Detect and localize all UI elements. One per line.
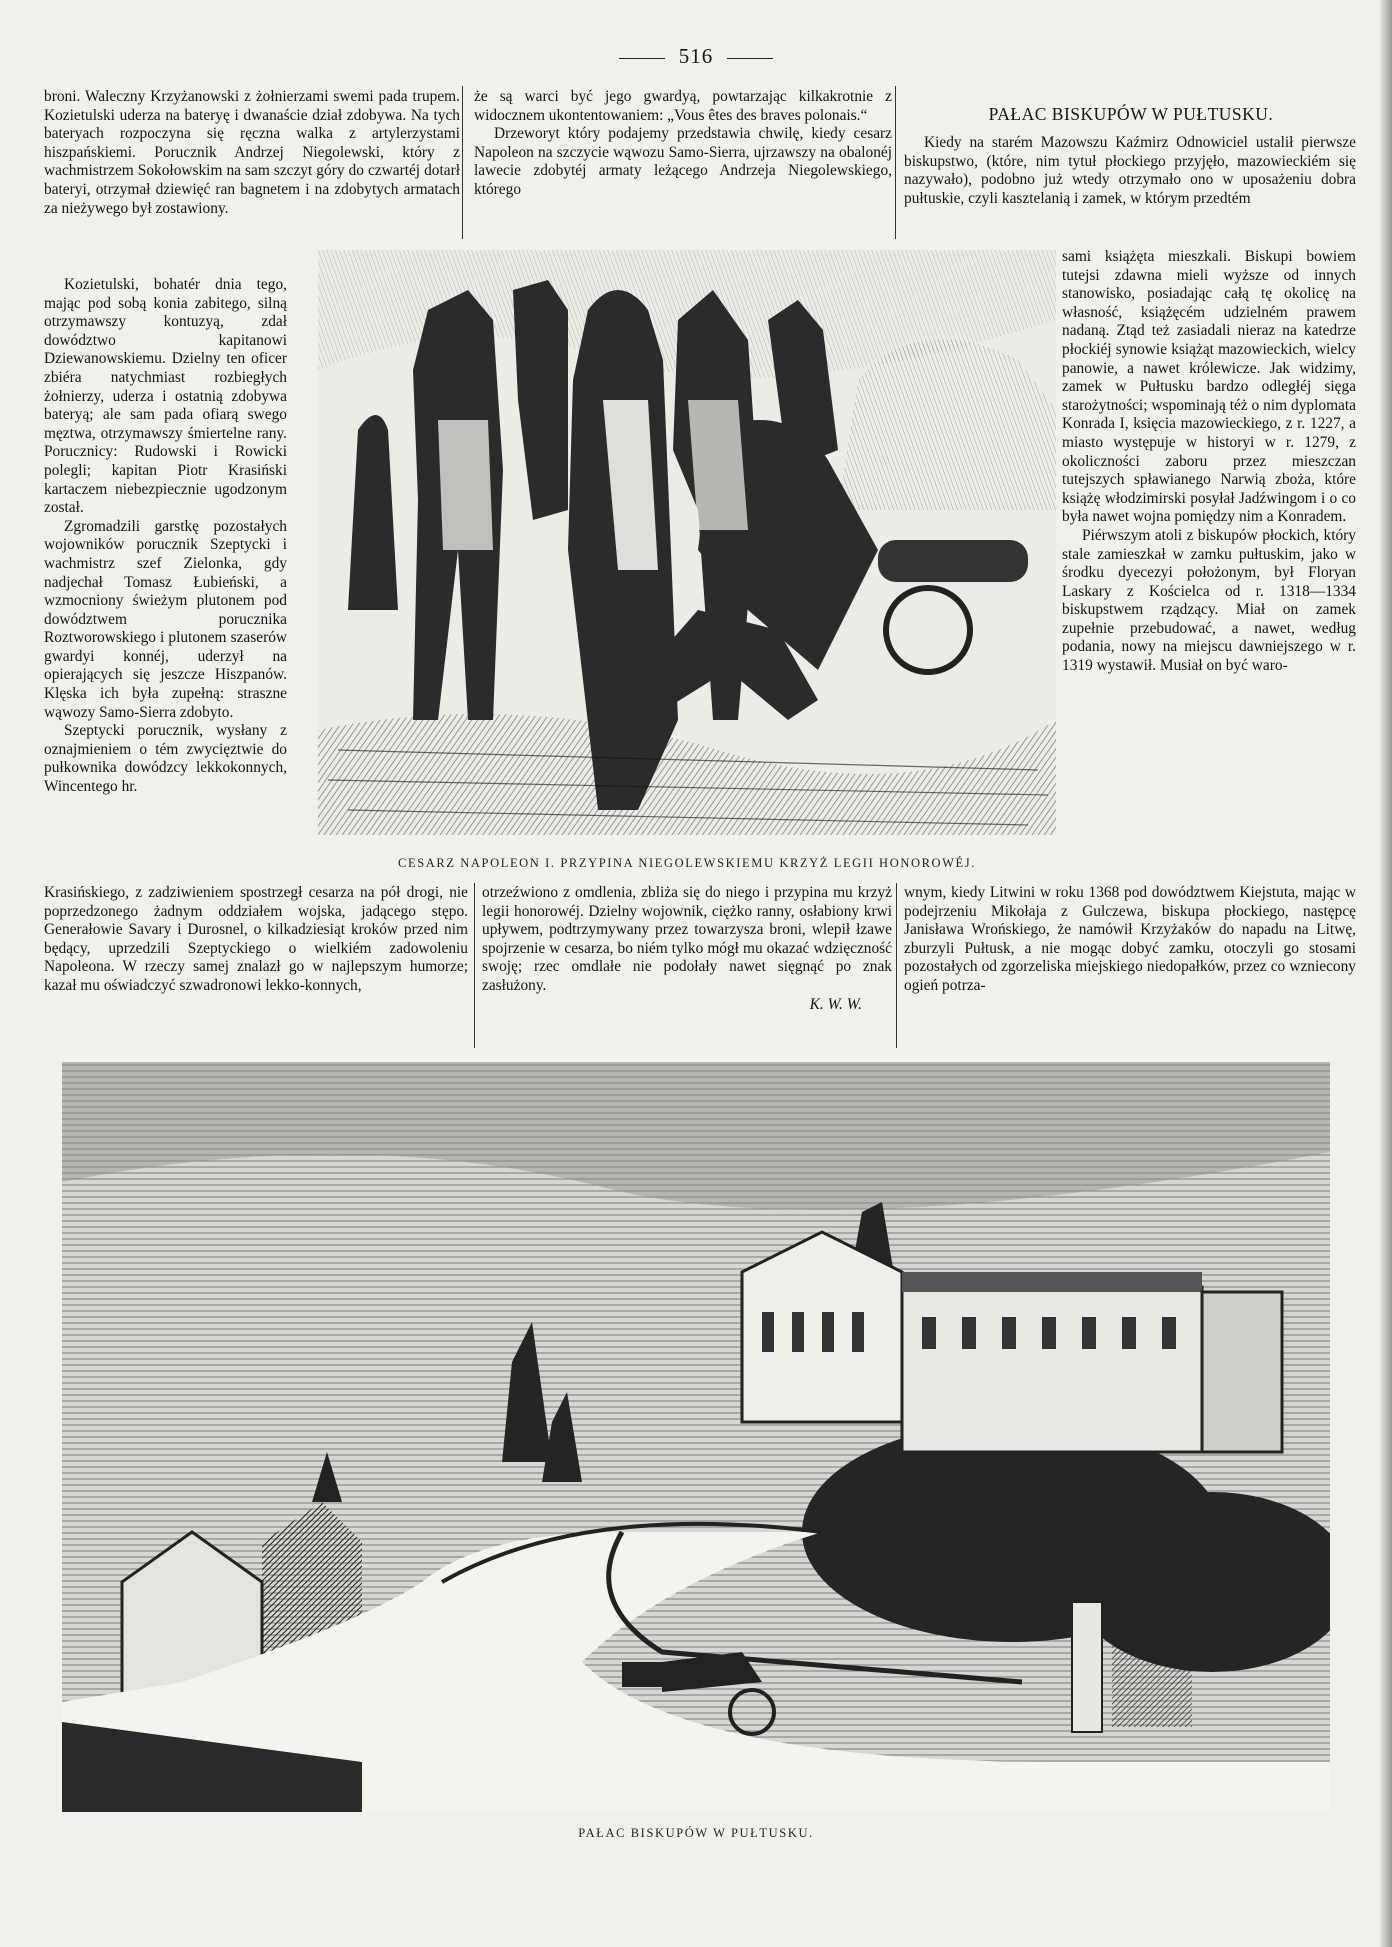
page-number-rule-right xyxy=(727,58,773,59)
text-block-right-top xyxy=(904,134,1356,246)
palace-engraving-drawing xyxy=(62,1062,1330,1812)
text-block-left-top xyxy=(44,88,460,272)
page-number xyxy=(0,44,1392,69)
paragraph: Krasińskiego, z zadziwieniem spostrzegł cesarza na pół drogi, nie poprzedzonego żadnym oddziałem wojska, jadącego stępo. Generałowie Savary i Durosnel, o kilkadziesiąt kroków przed nim będący, uprzedzili Szeptyckiego o wielkiém zadowoleniu Napoleona. W rzeczy samej znalazł go w najlepszym humorze; kazał mu oświadczyć szwadronowi lekko-konnych, xyxy=(44,884,468,994)
text-block-right-bottom xyxy=(904,884,1356,1034)
text-block-mid-bottom xyxy=(482,884,892,1034)
palace-caption: PAŁAC BISKUPÓW W PUŁTUSKU. xyxy=(578,1826,814,1840)
napoleon-engraving-drawing xyxy=(318,250,1056,835)
column-rule-2 xyxy=(895,86,896,239)
paragraph: Drzeworyt który podajemy przedstawia chwilę, kiedy cesarz Napoleon na szczycie wąwozu Samo-Sierra, ujrzawszy na obalonéj lawecie zdobytéj armaty leżącego Andrzeja Niegolewskiego, którego xyxy=(474,125,892,198)
column-rule-3 xyxy=(474,883,475,1048)
column-rule-4 xyxy=(896,883,897,1048)
text-block-right-narrow xyxy=(1062,248,1356,880)
napoleon-engraving xyxy=(318,250,1056,835)
paragraph: wnym, kiedy Litwini w roku 1368 pod dowództwem Kiejstuta, mając w podejrzeniu Mikołaja z Gulczewa, biskupa płockiego, następcę Janisława Wrońskiego, że namówił Krzyżaków do napadu na Litwę, zburzyli Pułtusk, a nie mogąc dobyć zamku, otoczyli go stosami pozostałych od zgorzeliska miejskiego niedopałków, przez co wzniecony ogień potrza- xyxy=(904,884,1356,994)
napoleon-caption: CESARZ NAPOLEON I. PRZYPINA NIEGOLEWSKIEMU KRZYŻ LEGII HONOROWÉJ. xyxy=(398,856,976,870)
paragraph: Kozietulski, bohatér dnia tego, mając pod sobą konia zabitego, silną otrzymawszy kontuzyą, zdał dowództwo kapitanowi Dziewanowskiemu. Dzielny ten oficer zbiéra natychmiast rozbiegłych żołnierzy, uderza i ostatnią zdobywa bateryą; ale sam pada ofiarą swego męztwa, otrzymawszy śmiertelne rany. Porucznicy: Rudowski i Rowicki polegli; kapitan Piotr Krasiński kartaczem niebezpiecznie ugodzonym został. xyxy=(44,276,287,517)
paragraph: sami książęta mieszkali. Biskupi bowiem tutejsi zdawna mieli wyższe od innych stanowisko, posiadając całą tę okolicę na własność, książęcém udzielném prawem nadaną. Ztąd też zasiadali nieraz na katedrze płockiéj synowie książąt mazowieckich, wielcy panowie, a nawet królewicze. Jak widzimy, zamek w Pułtusku bardzo odległéj sięga starożytności; wspominają téż o nim dyplomata Konrada I, księcia mazowieckiego, z r. 1227, a miasto występuje w historyi w r. 1279, z okoliczności zaboru przez mieszczan tutejszych spławianego Narwią zboża, które książę włodzimirski posyłał Jadźwingom i o co była nawet wojna pomiędzy nim a Konradem. xyxy=(1062,248,1356,526)
article-heading: PAŁAC BISKUPÓW W PUŁTUSKU. xyxy=(988,104,1274,124)
text-block-left-bottom xyxy=(44,884,468,1034)
text-block-left-narrow xyxy=(44,276,287,880)
gate xyxy=(1072,1602,1192,1732)
paragraph: Zgromadzili garstkę pozostałych wojowników porucznik Szeptycki i wachmistrz szef Zielonka, gdy nadjechał Tomasz Łubieński, a wzmocniony świeżym plutonem pod dowództwem porucznika Roztworowskiego i plutonem szaserów gwardyi konnéj, uderzył na opierających się jeszcze Hiszpanów. Klęska ich była zupełną: straszne wąwozy Samo-Sierra zdobyto. xyxy=(44,517,287,721)
paragraph: Kiedy na starém Mazowszu Kaźmirz Odnowiciel ustalił pierwsze biskupstwo, (które, nim tytuł płockiego przyjęło, mazowieckiém się nazywało), podobno już wtedy otrzymało ono w uposażeniu dobra pułtuskie, czyli kasztelanią i zamek, w którym przedtém xyxy=(904,134,1356,207)
page-edge-shadow xyxy=(1380,0,1392,1947)
paragraph: otrzeźwiono z omdlenia, zbliża się do niego i przypina mu krzyż legii honorowéj. Dzielny wojownik, ciężko ranny, osłabiony krwi upływem, podtrzymywany przez towarzysza broni, wlepił łzawe spojrzenie w cesarza, bo niém tylko mógł mu okazać wdzięczność swoję; rzec omdlałe nie podołały nawet sięgnąć po znak zasłużony. xyxy=(482,884,892,994)
paragraph: Piérwszym atoli z biskupów płockich, który stale zamieszkał w zamku pułtuskim, jako w środku dyecezyi położonym, był Floryan Laskary z Kościelca od r. 1318—1334 biskupstwem rządzący. Miał on zamek zupełnie przebudować, a nawet, według podania, nowy na miejscu dawniejszego w r. 1319 wystawił. Musiał on być waro- xyxy=(1062,526,1356,675)
page-number-text: 516 xyxy=(678,44,714,68)
paragraph: że są warci być jego gwardyą, powtarzając kilkakrotnie z widocznem ukontentowaniem: „Vous êtes des braves polonais.“ xyxy=(474,88,892,124)
page-number-rule-left xyxy=(619,58,665,59)
palace-engraving xyxy=(62,1062,1330,1812)
paragraph: broni. Waleczny Krzyżanowski z żołnierzami swemi pada trupem. Kozietulski uderza na bateryę i dwanaście dział zdobywa. Na tych bateryach rozpoczyna się ręczna walka z artylerzystami hiszpańskiemi. Porucznik Andrzej Niegolewski, który z wachmistrzem Sokołowskim na sam szczyt góry do czwartéj dotarł bateryi, otrzymał dziewięć ran bagnetem i na zdobytych armatach za nieżywego był zostawiony. xyxy=(44,88,460,217)
text-block-mid-top xyxy=(474,88,892,238)
author-signature: K. W. W. xyxy=(809,995,862,1013)
paragraph: Szeptycki porucznik, wysłany z oznajmieniem o tém zwycięztwie do pułkownika dowódzcy lekkokonnych, Wincentego hr. xyxy=(44,722,287,796)
column-rule-1 xyxy=(462,86,463,239)
